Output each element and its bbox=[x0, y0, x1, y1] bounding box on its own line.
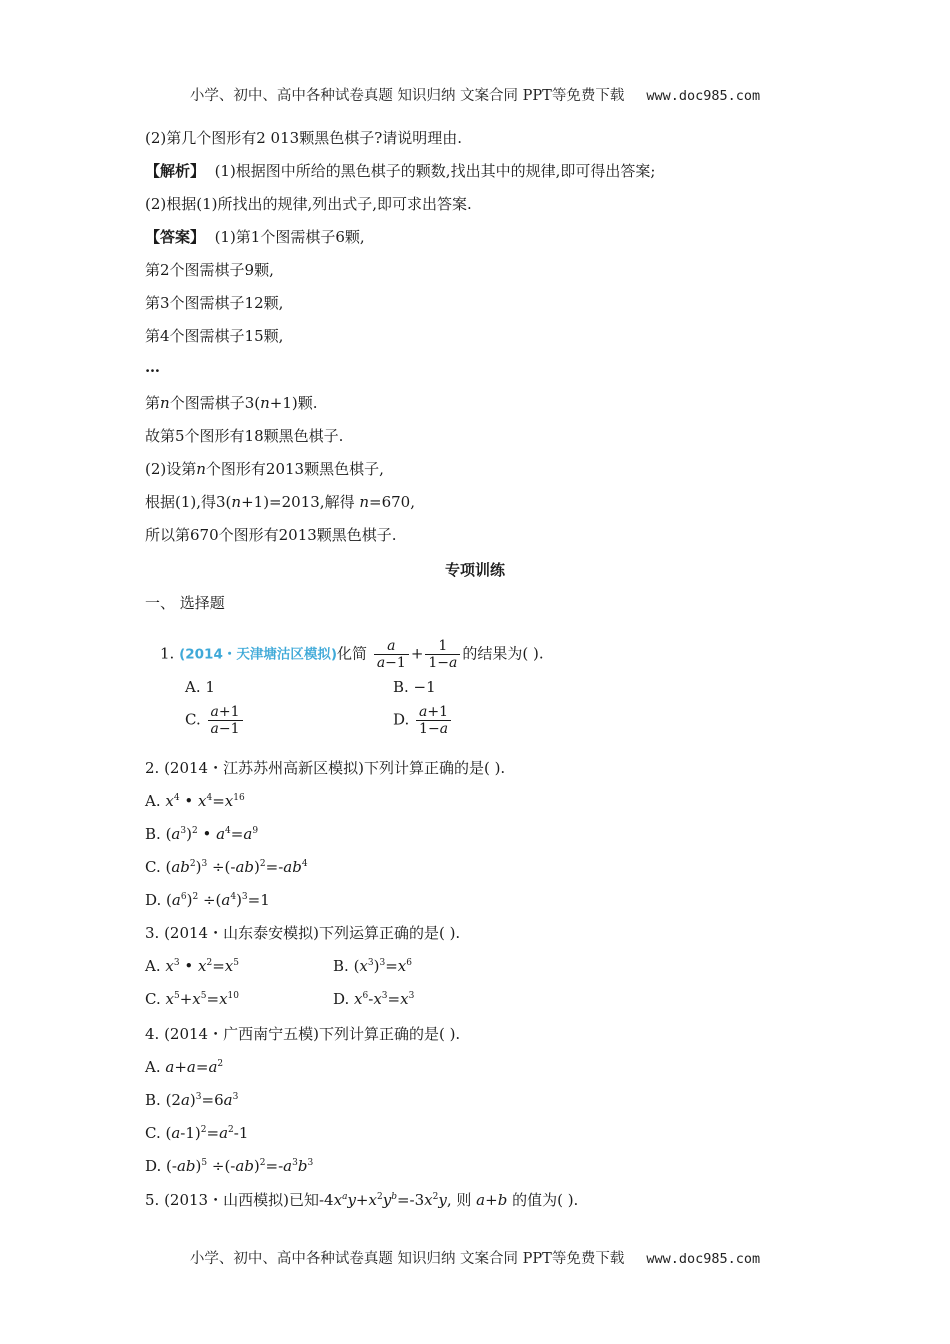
option-a: A. $x^3$ • $x^2=x^5$ bbox=[145, 957, 239, 975]
option-b: B. −1 bbox=[393, 678, 436, 696]
section-title: 专项训练 bbox=[444, 561, 505, 579]
text-span: 第 bbox=[145, 394, 161, 412]
text-span: +1)=2013,解得 bbox=[241, 493, 355, 511]
option-label: A. bbox=[145, 1058, 161, 1076]
text-span: 5. (2013・山西模拟)已知 bbox=[145, 1191, 319, 1209]
text-line: 第2个图需棋子9颗, bbox=[145, 261, 274, 279]
text-line bbox=[145, 492, 415, 512]
var-n: n bbox=[260, 394, 270, 412]
question-5-stem: 5. (2013・山西模拟)已知$-4x^ay+x^2y^b=-3x^2y$, 则 a+b 的值为( ). bbox=[145, 1191, 579, 1209]
option-label: C. bbox=[145, 858, 161, 876]
option-label: B. bbox=[145, 825, 161, 843]
page-footer bbox=[0, 1247, 950, 1268]
option-label: D. bbox=[145, 1157, 162, 1175]
text-line: 第4个图需棋子15颗, bbox=[145, 327, 284, 345]
option-a: A. $x^4$ • $x^4=x^{16}$ bbox=[145, 792, 245, 810]
analysis-text: (1)根据图中所给的黑色棋子的颗数,找出其中的规律,即可得出答案; bbox=[214, 162, 656, 180]
option-b: B. $(a^3)^2$ • $a^4=a^9$ bbox=[145, 825, 259, 843]
analysis-tag: 【解析】 bbox=[145, 162, 206, 180]
option-label: C. bbox=[145, 990, 161, 1008]
option-label: A. bbox=[145, 792, 161, 810]
text-line: 所以第670个图形有2013颗黑色棋子. bbox=[145, 526, 397, 544]
text-line bbox=[145, 459, 384, 479]
text-span: +1)颗. bbox=[269, 394, 318, 412]
fraction: $\frac{1}{1-a}$ bbox=[425, 638, 460, 671]
var-n: n bbox=[359, 493, 370, 511]
option-label: B. bbox=[333, 957, 349, 975]
option-d: D. $(-ab)^5 \div(-ab)^2=-a^3b^3$ bbox=[145, 1157, 314, 1175]
analysis-line bbox=[145, 161, 655, 181]
text-span: (2)设第 bbox=[145, 460, 197, 478]
subsection-title: 一、 选择题 bbox=[145, 594, 225, 612]
option-d: D. $x^6-x^3=x^3$ bbox=[333, 990, 415, 1008]
option-d: D. $(a^6)^2 \div(a^4)^3=1$ bbox=[145, 891, 270, 909]
option-label: D. bbox=[333, 990, 350, 1008]
option-c: C. $(a-1)^2=a^2-1$ bbox=[145, 1124, 249, 1142]
text-line: 故第5个图形有18颗黑色棋子. bbox=[145, 427, 344, 445]
answer-tag: 【答案】 bbox=[145, 228, 206, 246]
option-b: B. $(x^3)^3=x^6$ bbox=[333, 957, 412, 975]
option-b: B. $(2a)^3=6a^3$ bbox=[145, 1091, 239, 1109]
option-label: A. bbox=[145, 957, 161, 975]
text-span: , 则 bbox=[446, 1191, 472, 1209]
text-span: 的结果为( ). bbox=[462, 644, 544, 663]
answer-text: (1)第1个图需棋子6颗, bbox=[214, 228, 365, 246]
text-line bbox=[145, 393, 318, 413]
fraction: $\frac{a}{a-1}$ bbox=[374, 638, 409, 671]
header-text: 小学、初中、高中各种试卷真题 知识归纳 文案合同 PPT等免费下载 bbox=[189, 88, 625, 104]
question-4-stem: 4. (2014・广西南宁五模)下列计算正确的是( ). bbox=[145, 1025, 461, 1043]
question-source: (2014・天津塘沽区模拟) bbox=[179, 646, 338, 663]
option-d bbox=[393, 704, 453, 737]
footer-text: 小学、初中、高中各种试卷真题 知识归纳 文案合同 PPT等免费下载 bbox=[189, 1251, 625, 1267]
option-label: D. bbox=[145, 891, 162, 909]
page-header bbox=[0, 84, 950, 105]
question-1 bbox=[160, 628, 630, 746]
text-line: 第3个图需棋子12颗, bbox=[145, 294, 284, 312]
text-span: 个图需棋子3( bbox=[169, 394, 261, 412]
text-span: 根据(1),得3( bbox=[145, 493, 232, 511]
text-span: 个图形有2013颗黑色棋子, bbox=[205, 460, 384, 478]
options-row-2 bbox=[145, 989, 545, 1009]
fraction: $\frac{a+1}{1-a}$ bbox=[416, 704, 451, 737]
text-span: =670, bbox=[369, 493, 415, 511]
option-c: C. $(ab^2)^3 \div(-ab)^2=-ab^4$ bbox=[145, 858, 308, 876]
text-line: (2)根据(1)所找出的规律,列出式子,即可求出答案. bbox=[145, 195, 472, 213]
var-n: n bbox=[231, 493, 242, 511]
option-label: B. bbox=[145, 1091, 161, 1109]
options-row-1 bbox=[145, 956, 545, 976]
footer-url[interactable]: www.doc985.com bbox=[646, 1251, 761, 1267]
answer-line bbox=[145, 227, 365, 247]
var-n: n bbox=[196, 460, 206, 478]
question-3-stem: 3. (2014・山东泰安模拟)下列运算正确的是( ). bbox=[145, 924, 461, 942]
question-number: 1. bbox=[160, 644, 175, 663]
ellipsis: … bbox=[145, 358, 160, 376]
option-c bbox=[185, 704, 245, 737]
text-span: 的值为( ). bbox=[512, 1191, 579, 1209]
header-url[interactable]: www.doc985.com bbox=[646, 88, 761, 104]
option-label: D. bbox=[393, 710, 410, 729]
text-line: (2)第几个图形有2 013颗黑色棋子?请说明理由. bbox=[145, 129, 463, 147]
option-a: A. $a+a=a^2$ bbox=[145, 1058, 224, 1076]
option-c: C. $x^5+x^5=x^{10}$ bbox=[145, 990, 239, 1008]
text-span: 化简 bbox=[337, 644, 368, 663]
var-n: n bbox=[160, 394, 170, 412]
question-2-stem: 2. (2014・江苏苏州高新区模拟)下列计算正确的是( ). bbox=[145, 759, 506, 777]
option-label: C. bbox=[185, 710, 201, 729]
option-label: C. bbox=[145, 1124, 161, 1142]
option-a: A. 1 bbox=[185, 678, 215, 696]
question-1-stem: 1. (2014・天津塘沽区模拟)化简 $\frac{a}{a-1}$ + $\frac{1}{1-a}$ 的结果为( ). bbox=[160, 638, 544, 671]
fraction: $\frac{a+1}{a-1}$ bbox=[208, 704, 243, 737]
